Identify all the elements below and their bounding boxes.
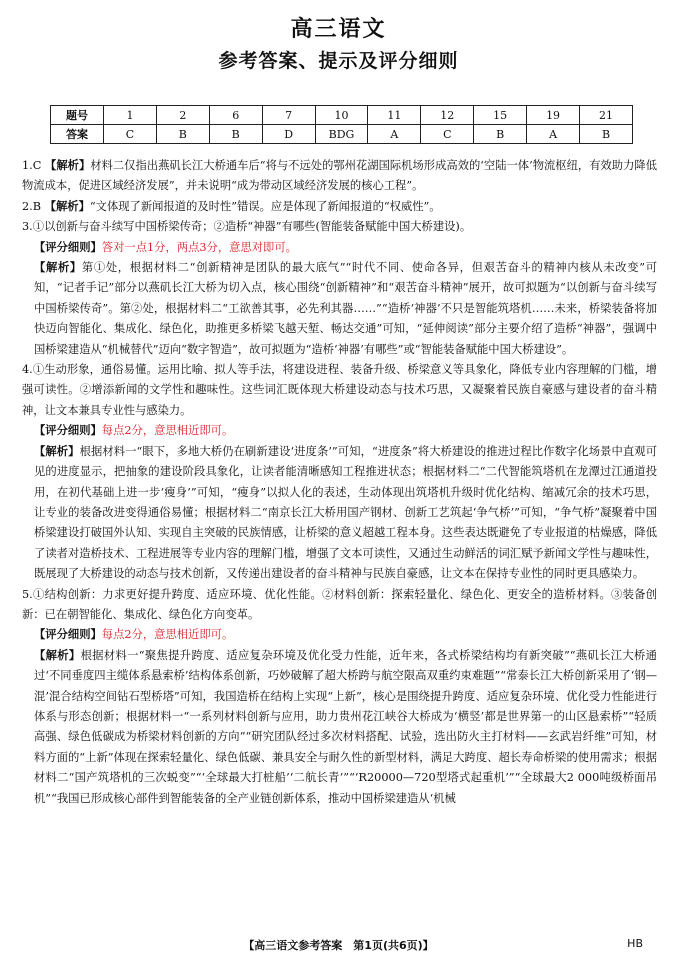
question-4-analysis-text: 根据材料一“眼下，多地大桥仍在刷新建设‘进度条’”可知，“进度条”将大桥建设的推进过程比作数字化场景中直观可见的进度显示，把抽象的建设阶段具象化，让读者能清晰感知工程推进状态；根据材料二“二代智能筑塔机在龙潭过江通道投用，在初代基础上进一步‘瘦身’”可知，“瘦身”以拟人化的表述，生动体现出筑塔机升级时优化结构、缩减冗余的技术巧思，让专业的装备改进变得通俗易懂；根据材料二“南京长江大桥用国产钢材、创新工艺筑起‘争气桥’”可知，“争气桥”凝聚着中国桥梁建设打破国外认知、实现自主突破的民族情感，让桥梁的意义超越工程本身。这些表达既避免了专业报道的枯燥感，降低了读者对造桥技术、工程进展等专业内容的理解门槛，增强了文本可读性，又通过生动鲜活的词汇赋予新闻文学性与趣味性，既展现了大桥建设的动态与技术创新，又传递出建设者的奋斗精神与民族自豪感，让文本在保持专业性的同时更具感染力。 — [34, 444, 657, 581]
analysis-tag: 【解析】 — [34, 444, 80, 458]
question-3-answer: 3.①以创新与奋斗续写中国桥梁传奇；②造桥“神器”有哪些(智能装备赋能中国大桥建设)。 — [22, 220, 472, 234]
page-footer: 【高三语文参考答案 第1页(共6页)】 — [243, 939, 434, 952]
question-number-cell: 21 — [580, 106, 633, 125]
question-number-cell: 12 — [421, 106, 474, 125]
question-1-head: 1.C — [22, 159, 42, 172]
analysis-tag: 【解析】 — [44, 199, 90, 213]
answer-cell: B — [474, 125, 527, 144]
question-number-row — [51, 106, 633, 125]
table-header-answer: 答案 — [51, 125, 104, 144]
question-2-head: 2.B — [22, 199, 42, 213]
question-3-analysis — [22, 258, 657, 360]
scoring-tag: 【评分细则】 — [34, 628, 102, 642]
answer-cell: BDG — [315, 125, 368, 144]
question-4-analysis — [22, 442, 657, 585]
question-4-scoring — [22, 421, 657, 441]
question-1-analysis: 材料二仅指出燕矶长江大桥通车后“将与不远处的鄂州花湖国际机场形成高效的‘空陆一体’物流枢纽，有效助力降低物流成本，促进区域经济发展”，并未说明“成为带动区域经济发展的核心工程”。 — [22, 159, 658, 193]
question-1 — [22, 156, 657, 197]
analysis-tag: 【解析】 — [45, 159, 91, 172]
question-number-cell: 10 — [315, 106, 368, 125]
question-number-cell: 2 — [156, 106, 209, 125]
question-number-cell: 7 — [262, 106, 315, 125]
question-3-scoring — [22, 238, 657, 258]
question-4-scoring-text: 每点2分，意思相近即可。 — [101, 424, 234, 438]
question-number-cell: 11 — [368, 106, 421, 125]
question-3-scoring-text: 答对一点1分，两点3分，意思对即可。 — [101, 240, 297, 254]
question-5-scoring-text: 每点2分，意思相近即可。 — [101, 628, 234, 642]
question-number-cell: 6 — [209, 106, 262, 125]
answer-cell: B — [156, 125, 209, 144]
answer-cell: A — [368, 125, 421, 144]
question-5-analysis-text: 根据材料一“聚焦提升跨度、适应复杂环境及优化受力性能，近年来，各式桥梁结构均有新突破”“燕矶长江大桥通过‘不同垂度四主缆体系悬索桥’结构体系创新，巧妙破解了超大桥跨与航空限高双重约束难题”“常泰长江大桥创新采用了‘钢—混’混合结构空间钻石型桥塔”可知，我国造桥在结构上实现“上新”，核心是围绕提升跨度、适应复杂环境、优化受力性能进行体系与形态创新；根据材料一“一系列材料创新与应用，助力贵州花江峡谷大桥成为‘横竖’都是世界第一的山区悬索桥”“轻质高强、绿色低碳成为桥梁材料创新的方向”“研究团队经过多次材料搭配、试验，选出防火主打材料——玄武岩纤维”可知，材料方面的“上新”体现在探索轻量化、绿色低碳、兼具安全与耐久性的新型材料，满足大跨度、超长寿命桥梁的使用需求；根据材料二“国产筑塔机的三次蜕变”“‘全球最大打桩船’‘二航长青’”“‘R20000—720型塔式起重机’”“全球最大2 000吨级桥面吊机”“我国已形成核心部件到智能装备的全产业链创新体系，推动中国桥梁建造从‘机械 — [34, 648, 657, 805]
question-5-analysis — [22, 646, 657, 809]
question-number-cell: 1 — [104, 106, 157, 125]
question-2 — [22, 197, 657, 217]
analysis-tag: 【解析】 — [34, 261, 82, 275]
question-5-answer: 5.①结构创新：力求更好提升跨度、适应环境、优化性能。②材料创新：探索轻量化、绿色化、更安全的造桥材料。③装备创新：已在朝智能化、集成化、绿色化方向变革。 — [22, 587, 657, 621]
answer-cell: C — [104, 125, 157, 144]
question-3-analysis-text: 第①处，根据材料二“创新精神是团队的最大底气”“时代不同、使命各异，但艰苦奋斗的精神内核从未改变”可知，“记者手记”部分以燕矶长江大桥为切入点，核心围绕“创新精神”和“艰苦奋斗精神”展开，故可拟题为“以创新与奋斗续写中国桥梁传奇”。第②处，根据材料二“工欲善其事，必先利其器……”“造桥‘神器’不只是智能筑塔机……未来，桥梁装备将加快迈向智能化、集成化、绿色化，助推更多桥梁飞越天堑、畅达交通”可知，“延伸阅读”部分主要介绍了造桥“神器”，强调中国桥梁建造从“机械替代”迈向“数字智造”，故可拟题为“造桥‘神器’有哪些”或“智能装备赋能中国大桥建设”。 — [34, 261, 657, 356]
question-4-answer: 4.①生动形象，通俗易懂。运用比喻、拟人等手法，将建设进程、装备升级、桥梁意义等具象化，降低专业内容理解的门槛，增强可读性。②增添新闻的文学性和趣味性。这些词汇既体现大桥建设动态与技术巧思，又凝聚着民族自豪感与建设者的奋斗精神，让文本兼具专业性与感染力。 — [22, 363, 657, 417]
table-header-number: 题号 — [51, 106, 104, 125]
answer-cell: C — [421, 125, 474, 144]
answer-row — [51, 125, 633, 144]
page-title: 高三语文 — [290, 17, 387, 42]
answer-body — [22, 156, 657, 809]
page-subtitle: 参考答案、提示及评分细则 — [218, 50, 459, 72]
footer-code: HB — [627, 937, 643, 950]
answer-cell: D — [262, 125, 315, 144]
answer-cell: A — [527, 125, 580, 144]
answer-table — [50, 105, 633, 144]
answer-cell: B — [209, 125, 262, 144]
question-number-cell: 15 — [474, 106, 527, 125]
question-5-scoring — [22, 625, 657, 645]
question-number-cell: 19 — [527, 106, 580, 125]
analysis-tag: 【解析】 — [34, 648, 81, 662]
scoring-tag: 【评分细则】 — [34, 424, 102, 438]
question-2-analysis: “文体现了新闻报道的及时性”错误。应是体现了新闻报道的“权威性”。 — [89, 199, 441, 213]
scoring-tag: 【评分细则】 — [34, 240, 102, 254]
answer-cell: B — [580, 125, 633, 144]
